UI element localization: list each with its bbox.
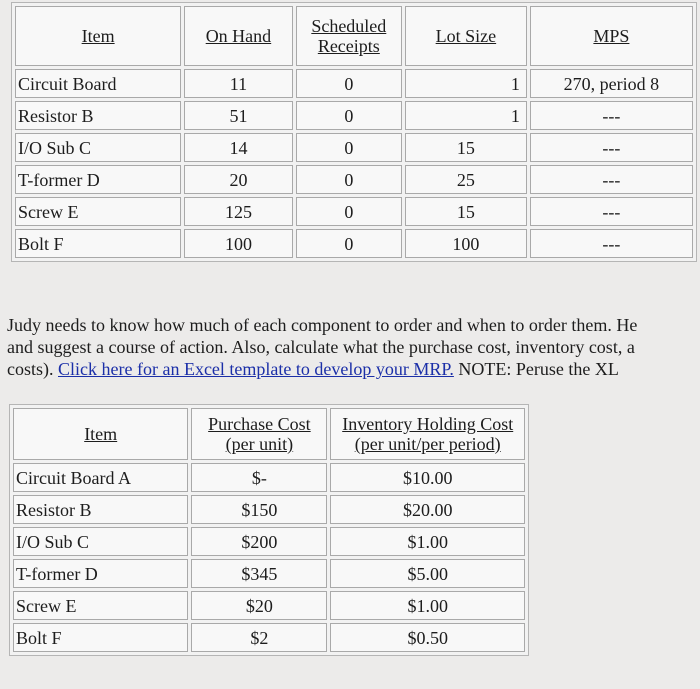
cell-item: T-former D xyxy=(15,165,181,194)
cell-lot-size: 15 xyxy=(405,197,527,226)
cell-item: T-former D xyxy=(13,559,188,588)
cell-purchase-cost: $150 xyxy=(191,495,327,524)
header-lot-size: Lot Size xyxy=(405,6,527,66)
cell-holding-cost: $20.00 xyxy=(330,495,525,524)
cell-mps: --- xyxy=(530,229,693,258)
cell-item: I/O Sub C xyxy=(13,527,188,556)
cell-scheduled: 0 xyxy=(296,165,402,194)
cell-scheduled: 0 xyxy=(296,133,402,162)
header-item: Item xyxy=(13,408,188,460)
cell-holding-cost: $0.50 xyxy=(330,623,525,652)
table-row xyxy=(13,591,525,620)
cell-item: Bolt F xyxy=(15,229,181,258)
paragraph-line-3 xyxy=(7,358,700,380)
header-on-hand: On Hand xyxy=(184,6,292,66)
cell-mps: --- xyxy=(530,197,693,226)
header-mps: MPS xyxy=(530,6,693,66)
cell-holding-cost: $10.00 xyxy=(330,463,525,492)
cell-purchase-cost: $345 xyxy=(191,559,327,588)
cell-purchase-cost: $- xyxy=(191,463,327,492)
paragraph-line-1: Judy needs to know how much of each component to order and when to order them. He xyxy=(7,315,638,335)
cell-item: Circuit Board xyxy=(15,69,181,98)
cell-item: Bolt F xyxy=(13,623,188,652)
header-holding-cost: Inventory Holding Cost (per unit/per period) xyxy=(330,408,525,460)
cell-holding-cost: $5.00 xyxy=(330,559,525,588)
cell-item: Screw E xyxy=(15,197,181,226)
cell-item: Screw E xyxy=(13,591,188,620)
cell-purchase-cost: $2 xyxy=(191,623,327,652)
cell-lot-size: 1 xyxy=(405,69,527,98)
inventory-table xyxy=(11,2,697,262)
cell-mps: --- xyxy=(530,101,693,130)
cell-lot-size: 100 xyxy=(405,229,527,258)
cell-on-hand: 11 xyxy=(184,69,292,98)
cell-lot-size: 1 xyxy=(405,101,527,130)
cell-holding-cost: $1.00 xyxy=(330,527,525,556)
table-row xyxy=(15,133,693,162)
cell-lot-size: 25 xyxy=(405,165,527,194)
header-purchase-cost: Purchase Cost (per unit) xyxy=(191,408,327,460)
cell-item: Resistor B xyxy=(13,495,188,524)
cell-on-hand: 14 xyxy=(184,133,292,162)
cell-scheduled: 0 xyxy=(296,101,402,130)
cost-header-row xyxy=(13,408,525,460)
table-row xyxy=(15,165,693,194)
cell-on-hand: 125 xyxy=(184,197,292,226)
table-row xyxy=(13,559,525,588)
inventory-header-row xyxy=(15,6,693,66)
table-row xyxy=(13,463,525,492)
table-row xyxy=(15,101,693,130)
cost-table xyxy=(9,404,529,656)
table-row xyxy=(15,197,693,226)
cell-on-hand: 51 xyxy=(184,101,292,130)
header-item: Item xyxy=(15,6,181,66)
instructions-paragraph xyxy=(7,314,700,380)
table-row xyxy=(13,527,525,556)
table-row xyxy=(15,229,693,258)
cell-scheduled: 0 xyxy=(296,69,402,98)
cell-mps: --- xyxy=(530,133,693,162)
cell-mps: --- xyxy=(530,165,693,194)
paragraph-line-2: and suggest a course of action. Also, calculate what the purchase cost, inventory cost, a xyxy=(7,337,635,357)
header-scheduled-receipts: Scheduled Receipts xyxy=(296,6,402,66)
cell-scheduled: 0 xyxy=(296,197,402,226)
table-row xyxy=(15,69,693,98)
cell-purchase-cost: $20 xyxy=(191,591,327,620)
cell-lot-size: 15 xyxy=(405,133,527,162)
cell-purchase-cost: $200 xyxy=(191,527,327,556)
cell-on-hand: 20 xyxy=(184,165,292,194)
table-row xyxy=(13,623,525,652)
cell-on-hand: 100 xyxy=(184,229,292,258)
cell-holding-cost: $1.00 xyxy=(330,591,525,620)
cell-mps: 270, period 8 xyxy=(530,69,693,98)
table-row xyxy=(13,495,525,524)
cell-scheduled: 0 xyxy=(296,229,402,258)
paragraph-line-3-end: NOTE: Peruse the XL xyxy=(458,359,619,379)
cell-item: I/O Sub C xyxy=(15,133,181,162)
excel-template-link[interactable]: Click here for an Excel template to develop your MRP. xyxy=(58,359,454,379)
cell-item: Resistor B xyxy=(15,101,181,130)
cell-item: Circuit Board A xyxy=(13,463,188,492)
paragraph-line-3-start: costs). xyxy=(7,359,54,379)
